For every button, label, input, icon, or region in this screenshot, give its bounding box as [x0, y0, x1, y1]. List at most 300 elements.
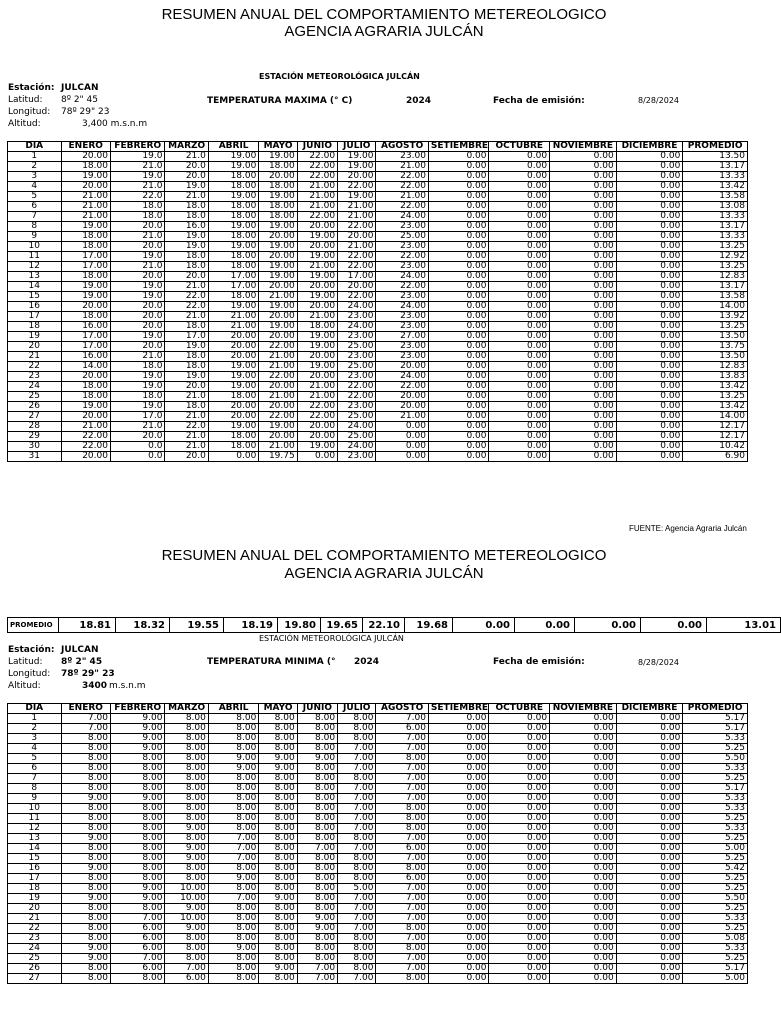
- table-row: [8, 362, 748, 372]
- value-cell: 0.00: [376, 442, 428, 452]
- sheet2-title-line2: AGENCIA AGRARIA JULCÁN: [284, 565, 484, 582]
- value-cell: 5.25: [683, 904, 748, 914]
- value-cell: 21.00: [61, 202, 110, 212]
- value-cell: 23.00: [338, 352, 376, 362]
- value-cell: 0.00: [489, 202, 550, 212]
- value-cell: 9.00: [110, 714, 165, 724]
- value-cell: 0.00: [489, 784, 550, 794]
- value-cell: 13.92: [683, 312, 748, 322]
- value-cell: 19.0: [110, 372, 165, 382]
- value-cell: 19.00: [259, 242, 297, 252]
- day-cell: 14: [8, 844, 62, 854]
- value-cell: 24.00: [338, 302, 376, 312]
- value-cell: 0.00: [428, 944, 489, 954]
- value-cell: 8.00: [208, 734, 258, 744]
- value-cell: 0.00: [428, 312, 489, 322]
- value-cell: 8.00: [259, 904, 297, 914]
- value-cell: 0.00: [428, 352, 489, 362]
- promedio-value: 19.80: [278, 618, 321, 633]
- value-cell: 9.00: [110, 884, 165, 894]
- value-cell: 0.00: [616, 914, 683, 924]
- sheet1-title-line1: RESUMEN ANUAL DEL COMPORTAMIENTO METEREOLOGICO: [161, 6, 607, 23]
- value-cell: 8.00: [165, 814, 208, 824]
- table-row: [8, 974, 748, 984]
- table-row: [8, 282, 748, 292]
- value-cell: 8.00: [338, 774, 376, 784]
- value-cell: 8.00: [338, 954, 376, 964]
- value-cell: 9.00: [110, 734, 165, 744]
- value-cell: 23.00: [376, 152, 428, 162]
- value-cell: 8.00: [338, 874, 376, 884]
- value-cell: 0.00: [550, 894, 617, 904]
- table-row: [8, 302, 748, 312]
- value-cell: 8.00: [259, 814, 297, 824]
- value-cell: 7.00: [376, 744, 428, 754]
- sheet2-estacion-value: JULCAN: [61, 645, 99, 655]
- value-cell: 19.0: [110, 152, 165, 162]
- value-cell: 8.00: [259, 714, 297, 724]
- value-cell: 8.00: [259, 824, 297, 834]
- value-cell: 0.00: [489, 804, 550, 814]
- value-cell: 8.00: [110, 784, 165, 794]
- value-cell: 5.50: [683, 754, 748, 764]
- value-cell: 0.00: [550, 152, 617, 162]
- value-cell: 0.00: [550, 834, 617, 844]
- value-cell: 7.00: [297, 844, 337, 854]
- day-cell: 16: [8, 864, 62, 874]
- value-cell: 22.00: [376, 252, 428, 262]
- value-cell: 8.00: [61, 824, 110, 834]
- day-cell: 4: [8, 744, 62, 754]
- value-cell: 8.00: [110, 814, 165, 824]
- value-cell: 0.00: [616, 252, 683, 262]
- value-cell: 0.00: [550, 814, 617, 824]
- value-cell: 0.00: [489, 412, 550, 422]
- temp-max-table: [7, 141, 748, 462]
- day-cell: 27: [8, 412, 62, 422]
- value-cell: 7.00: [338, 904, 376, 914]
- value-cell: 0.00: [550, 944, 617, 954]
- value-cell: 0.00: [550, 262, 617, 272]
- value-cell: 0.00: [616, 744, 683, 754]
- value-cell: 0.00: [428, 774, 489, 784]
- value-cell: 8.00: [338, 714, 376, 724]
- value-cell: 21.00: [297, 262, 337, 272]
- value-cell: 20.00: [376, 402, 428, 412]
- value-cell: 8.00: [208, 784, 258, 794]
- value-cell: 8.00: [110, 834, 165, 844]
- value-cell: 0.00: [428, 412, 489, 422]
- value-cell: 19.00: [208, 152, 258, 162]
- value-cell: 17.0: [110, 412, 165, 422]
- value-cell: 8.00: [297, 904, 337, 914]
- value-cell: 0.00: [616, 332, 683, 342]
- sheet1-title-line2: AGENCIA AGRARIA JULCÁN: [284, 23, 484, 40]
- value-cell: 20.0: [110, 222, 165, 232]
- value-cell: 8.00: [376, 924, 428, 934]
- value-cell: 7.00: [338, 974, 376, 984]
- value-cell: 20.00: [297, 372, 337, 382]
- value-cell: 20.0: [165, 382, 208, 392]
- value-cell: 0.00: [428, 884, 489, 894]
- value-cell: 17.00: [208, 282, 258, 292]
- value-cell: 8.00: [208, 814, 258, 824]
- value-cell: 6.00: [110, 934, 165, 944]
- promedio-value: 0.00: [515, 618, 575, 633]
- value-cell: 0.00: [428, 874, 489, 884]
- table-row: [8, 934, 748, 944]
- column-header: DIA: [8, 142, 62, 152]
- value-cell: 8.00: [297, 774, 337, 784]
- temp-min-table: [7, 703, 748, 984]
- value-cell: 7.00: [376, 914, 428, 924]
- value-cell: 0.00: [428, 744, 489, 754]
- value-cell: 0.00: [489, 332, 550, 342]
- value-cell: 6.90: [683, 452, 748, 462]
- table-row: [8, 392, 748, 402]
- table-row: [8, 784, 748, 794]
- value-cell: 0.00: [550, 764, 617, 774]
- value-cell: 24.00: [376, 372, 428, 382]
- value-cell: 25.00: [338, 432, 376, 442]
- value-cell: 18.0: [110, 202, 165, 212]
- value-cell: 18.0: [165, 202, 208, 212]
- sheet2-title-line1: RESUMEN ANUAL DEL COMPORTAMIENTO METEREOLOGICO: [161, 547, 607, 564]
- day-cell: 21: [8, 352, 62, 362]
- value-cell: 0.00: [428, 292, 489, 302]
- value-cell: 8.00: [259, 784, 297, 794]
- value-cell: 8.00: [110, 844, 165, 854]
- value-cell: 5.33: [683, 734, 748, 744]
- value-cell: 8.00: [259, 944, 297, 954]
- value-cell: 0.00: [550, 312, 617, 322]
- value-cell: 25.00: [338, 362, 376, 372]
- value-cell: 0.00: [550, 202, 617, 212]
- value-cell: 20.0: [110, 272, 165, 282]
- value-cell: 21.0: [110, 422, 165, 432]
- value-cell: 0.00: [616, 894, 683, 904]
- value-cell: 8.00: [297, 874, 337, 884]
- value-cell: 8.00: [110, 804, 165, 814]
- value-cell: 0.00: [489, 262, 550, 272]
- value-cell: 18.00: [208, 232, 258, 242]
- value-cell: 0.00: [616, 432, 683, 442]
- value-cell: 22.00: [338, 182, 376, 192]
- value-cell: 21.00: [208, 322, 258, 332]
- column-header: FEBRERO: [110, 704, 165, 714]
- sheet1-fecha-value: 8/28/2024: [638, 96, 680, 105]
- value-cell: 0.00: [428, 844, 489, 854]
- value-cell: 8.00: [208, 884, 258, 894]
- value-cell: 0.00: [550, 432, 617, 442]
- value-cell: 0.00: [428, 332, 489, 342]
- value-cell: 8.00: [208, 934, 258, 944]
- value-cell: 0.00: [616, 764, 683, 774]
- day-cell: 26: [8, 402, 62, 412]
- value-cell: 0.00: [489, 182, 550, 192]
- value-cell: 20.00: [297, 432, 337, 442]
- value-cell: 21.0: [165, 312, 208, 322]
- value-cell: 8.00: [110, 774, 165, 784]
- value-cell: 0.00: [428, 954, 489, 964]
- value-cell: 9.00: [165, 854, 208, 864]
- value-cell: 8.00: [338, 734, 376, 744]
- value-cell: 0.00: [616, 392, 683, 402]
- value-cell: 6.00: [376, 844, 428, 854]
- value-cell: 19.0: [165, 182, 208, 192]
- day-cell: 1: [8, 152, 62, 162]
- value-cell: 14.00: [61, 362, 110, 372]
- day-cell: 18: [8, 322, 62, 332]
- value-cell: 22.00: [297, 152, 337, 162]
- value-cell: 8.00: [376, 754, 428, 764]
- value-cell: 21.0: [110, 262, 165, 272]
- value-cell: 7.00: [338, 744, 376, 754]
- value-cell: 5.17: [683, 784, 748, 794]
- value-cell: 9.00: [297, 754, 337, 764]
- value-cell: 0.00: [616, 422, 683, 432]
- value-cell: 0.00: [376, 452, 428, 462]
- column-header: FEBRERO: [110, 142, 165, 152]
- value-cell: 8.00: [259, 834, 297, 844]
- value-cell: 7.00: [338, 914, 376, 924]
- value-cell: 22.0: [165, 302, 208, 312]
- value-cell: 8.00: [165, 834, 208, 844]
- value-cell: 8.00: [208, 974, 258, 984]
- column-header: DICIEMBRE: [616, 142, 683, 152]
- column-header: JUNIO: [297, 142, 337, 152]
- day-cell: 9: [8, 794, 62, 804]
- value-cell: 20.00: [297, 242, 337, 252]
- value-cell: 17.00: [338, 272, 376, 282]
- table-row: [8, 814, 748, 824]
- day-cell: 21: [8, 914, 62, 924]
- value-cell: 8.00: [165, 954, 208, 964]
- value-cell: 21.00: [297, 382, 337, 392]
- value-cell: 7.00: [61, 714, 110, 724]
- day-cell: 16: [8, 302, 62, 312]
- value-cell: 0.00: [550, 162, 617, 172]
- value-cell: 0.00: [616, 362, 683, 372]
- promedio-value: 0.00: [575, 618, 641, 633]
- value-cell: 22.00: [376, 282, 428, 292]
- value-cell: 22.00: [259, 412, 297, 422]
- value-cell: 18.00: [208, 182, 258, 192]
- value-cell: 0.00: [550, 412, 617, 422]
- table-row: [8, 834, 748, 844]
- value-cell: 20.00: [61, 182, 110, 192]
- value-cell: 8.00: [110, 754, 165, 764]
- value-cell: 0.00: [616, 182, 683, 192]
- table-row: [8, 162, 748, 172]
- value-cell: 8.00: [208, 904, 258, 914]
- value-cell: 14.00: [683, 302, 748, 312]
- table-row: [8, 714, 748, 724]
- promedio-label: PROMEDIO: [8, 618, 59, 633]
- value-cell: 18.0: [165, 212, 208, 222]
- value-cell: 0.00: [616, 172, 683, 182]
- value-cell: 0.00: [428, 152, 489, 162]
- value-cell: 20.0: [110, 302, 165, 312]
- value-cell: 7.00: [338, 784, 376, 794]
- column-header: JULIO: [338, 704, 376, 714]
- value-cell: 8.00: [259, 794, 297, 804]
- value-cell: 19.0: [110, 332, 165, 342]
- table-header-row: [8, 704, 748, 714]
- day-cell: 28: [8, 422, 62, 432]
- value-cell: 21.00: [297, 192, 337, 202]
- value-cell: 5.33: [683, 764, 748, 774]
- value-cell: 21.00: [259, 392, 297, 402]
- value-cell: 0.00: [489, 382, 550, 392]
- value-cell: 21.00: [376, 412, 428, 422]
- day-cell: 30: [8, 442, 62, 452]
- value-cell: 8.00: [297, 854, 337, 864]
- value-cell: 0.00: [297, 452, 337, 462]
- value-cell: 22.00: [376, 202, 428, 212]
- value-cell: 20.00: [61, 412, 110, 422]
- value-cell: 18.00: [61, 232, 110, 242]
- value-cell: 22.00: [297, 212, 337, 222]
- value-cell: 5.42: [683, 864, 748, 874]
- value-cell: 0.00: [428, 854, 489, 864]
- value-cell: 0.00: [616, 944, 683, 954]
- value-cell: 0.00: [616, 784, 683, 794]
- value-cell: 21.00: [338, 242, 376, 252]
- sheet1-estacion-label: Estación:: [8, 83, 55, 93]
- value-cell: 0.00: [428, 252, 489, 262]
- day-cell: 18: [8, 884, 62, 894]
- value-cell: 8.00: [165, 804, 208, 814]
- value-cell: 13.17: [683, 282, 748, 292]
- day-cell: 1: [8, 714, 62, 724]
- value-cell: 21.00: [338, 202, 376, 212]
- value-cell: 9.00: [297, 914, 337, 924]
- value-cell: 0.00: [489, 894, 550, 904]
- value-cell: 19.00: [61, 402, 110, 412]
- sheet2-variable: TEMPERATURA MINIMA (°: [207, 657, 336, 667]
- column-header: AGOSTO: [376, 142, 428, 152]
- value-cell: 20.00: [338, 232, 376, 242]
- value-cell: 0.00: [550, 352, 617, 362]
- promedio-value: 18.19: [224, 618, 278, 633]
- value-cell: 0.00: [550, 974, 617, 984]
- value-cell: 10.00: [165, 894, 208, 904]
- value-cell: 0.00: [489, 754, 550, 764]
- value-cell: 9.00: [208, 754, 258, 764]
- column-header: JULIO: [338, 142, 376, 152]
- day-cell: 13: [8, 272, 62, 282]
- value-cell: 23.00: [376, 352, 428, 362]
- value-cell: 0.00: [550, 212, 617, 222]
- value-cell: 8.00: [61, 804, 110, 814]
- value-cell: 19.00: [297, 272, 337, 282]
- value-cell: 0.00: [616, 794, 683, 804]
- value-cell: 0.00: [550, 342, 617, 352]
- value-cell: 0.00: [616, 844, 683, 854]
- value-cell: 7.00: [376, 784, 428, 794]
- value-cell: 0.00: [489, 794, 550, 804]
- value-cell: 13.33: [683, 172, 748, 182]
- value-cell: 7.00: [376, 794, 428, 804]
- day-cell: 24: [8, 382, 62, 392]
- value-cell: 19.00: [208, 242, 258, 252]
- value-cell: 8.00: [165, 934, 208, 944]
- value-cell: 8.00: [208, 964, 258, 974]
- table-row: [8, 412, 748, 422]
- table-row: [8, 432, 748, 442]
- value-cell: 0.00: [428, 452, 489, 462]
- value-cell: 9.00: [165, 924, 208, 934]
- value-cell: 5.00: [683, 974, 748, 984]
- day-cell: 19: [8, 332, 62, 342]
- column-header: ABRIL: [208, 704, 258, 714]
- value-cell: 7.00: [376, 764, 428, 774]
- day-cell: 13: [8, 834, 62, 844]
- value-cell: 12.17: [683, 432, 748, 442]
- day-cell: 25: [8, 954, 62, 964]
- value-cell: 22.00: [297, 162, 337, 172]
- value-cell: 7.00: [376, 884, 428, 894]
- value-cell: 0.00: [489, 764, 550, 774]
- value-cell: 8.00: [376, 814, 428, 824]
- day-cell: 7: [8, 774, 62, 784]
- value-cell: 0.00: [616, 714, 683, 724]
- value-cell: 19.0: [110, 292, 165, 302]
- value-cell: 20.00: [208, 402, 258, 412]
- table-row: [8, 744, 748, 754]
- value-cell: 0.00: [489, 242, 550, 252]
- value-cell: 9.00: [259, 894, 297, 904]
- value-cell: 22.00: [338, 222, 376, 232]
- day-cell: 10: [8, 804, 62, 814]
- day-cell: 6: [8, 202, 62, 212]
- value-cell: 0.00: [489, 964, 550, 974]
- value-cell: 7.00: [165, 964, 208, 974]
- value-cell: 0.00: [489, 292, 550, 302]
- value-cell: 0.00: [616, 864, 683, 874]
- value-cell: 9.00: [297, 924, 337, 934]
- value-cell: 13.50: [683, 352, 748, 362]
- day-cell: 17: [8, 312, 62, 322]
- day-cell: 7: [8, 212, 62, 222]
- value-cell: 8.00: [61, 974, 110, 984]
- value-cell: 22.00: [259, 342, 297, 352]
- value-cell: 8.00: [297, 784, 337, 794]
- value-cell: 13.17: [683, 162, 748, 172]
- value-cell: 20.0: [165, 172, 208, 182]
- value-cell: 5.17: [683, 964, 748, 974]
- sheet1-latitud-label: Latitud:: [8, 95, 43, 105]
- value-cell: 0.00: [550, 864, 617, 874]
- value-cell: 12.83: [683, 362, 748, 372]
- value-cell: 20.00: [297, 422, 337, 432]
- value-cell: 0.00: [428, 282, 489, 292]
- sheet2-longitud-value: 78º 29" 23: [61, 669, 115, 679]
- value-cell: 22.00: [297, 402, 337, 412]
- value-cell: 0.00: [550, 744, 617, 754]
- value-cell: 0.00: [616, 824, 683, 834]
- value-cell: 0.00: [489, 352, 550, 362]
- value-cell: 18.00: [259, 182, 297, 192]
- value-cell: 8.00: [259, 734, 297, 744]
- promedio-value: 0.00: [453, 618, 515, 633]
- value-cell: 9.00: [61, 834, 110, 844]
- value-cell: 8.00: [110, 824, 165, 834]
- value-cell: 13.50: [683, 332, 748, 342]
- value-cell: 8.00: [165, 724, 208, 734]
- column-header: ENERO: [61, 142, 110, 152]
